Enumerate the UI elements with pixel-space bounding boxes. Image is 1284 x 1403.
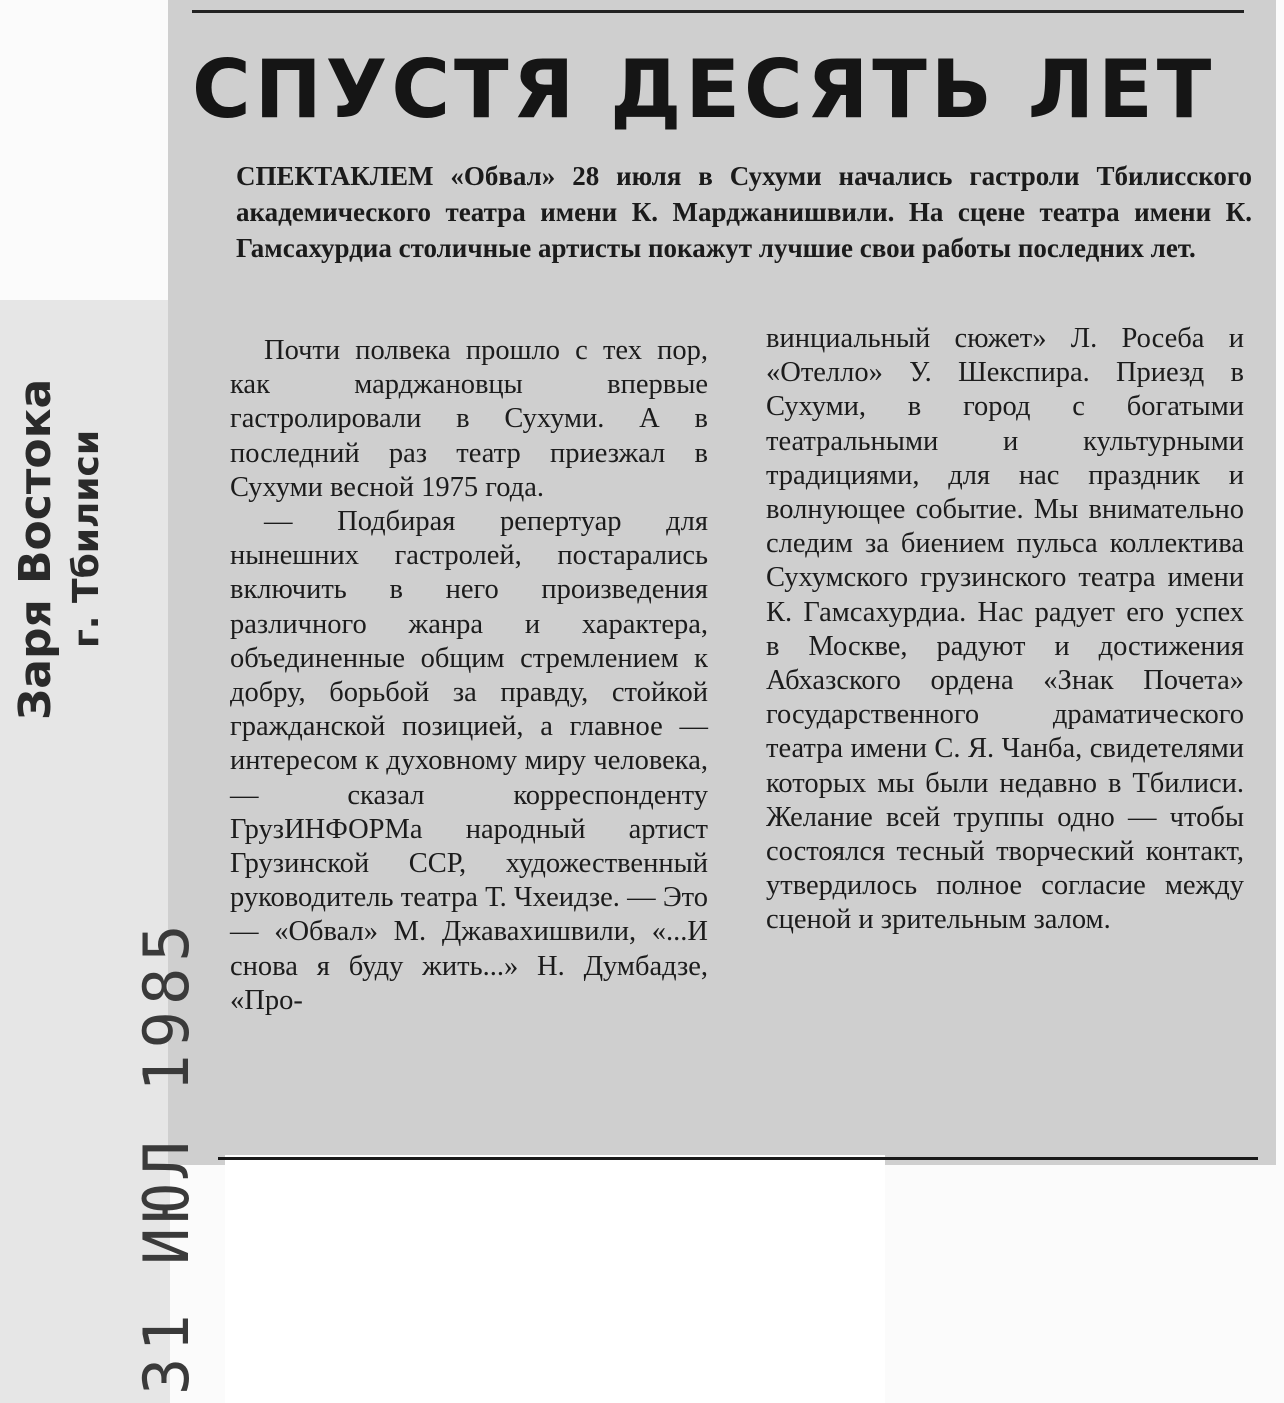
city-stamp: г. Тбилиси <box>66 429 107 648</box>
date-stamp: 31 ИЮЛ 1985 <box>130 918 203 1395</box>
body-column-right <box>766 322 1244 938</box>
bottom-rule <box>218 1157 1258 1160</box>
paragraph: — Подбирая репертуар для нынешних гастролей, постарались включить в него произведения различного жанра и характера, объединенные общим стремлением к добру, борьбой за правду, стойкой гражданской позицией, а главное — интересом к духовному миру человека, — сказал корреспонденту ГрузИНФОРМа народный артист Грузинской ССР, художественный руководитель театра Т. Чхеидзе. — Это — «Обвал» М. Джавахишвили, «...И снова я буду жить...» Н. Думбадзе, «Про- <box>230 506 708 1016</box>
article-headline: СПУСТЯ ДЕСЯТЬ ЛЕТ <box>192 43 1216 136</box>
top-rule <box>192 10 1244 13</box>
paragraph: Почти полвека прошло с тех пор, как марджановцы впервые гастролировали в Сухуми. А в последний раз театр приезжал в Сухуми весной 1975 года. <box>230 335 708 503</box>
body-column-left <box>230 334 708 1018</box>
newspaper-name-stamp: Заря Востока <box>10 378 61 720</box>
torn-edge <box>225 1155 885 1403</box>
paragraph: винциальный сюжет» Л. Росеба и «Отелло» У. Шекспира. Приезд в Сухуми, в город с богатыми театральными и культурными традициями, для нас праздник и волнующее событие. Мы внимательно следим за биением пульса коллектива Сухумского грузинского театра имени К. Гамсахурдиа. Нас радует его успех в Москве, радуют и достижения Абхазского ордена «Знак Почета» государственного драматического театра имени С. Я. Чанба, свидетелями которых мы были недавно в Тбилиси. Желание всей труппы одно — чтобы состоялся тесный творческий контакт, утвердилось полное согласие между сценой и зрительным залом. <box>766 323 1244 936</box>
article-lead: СПЕКТАКЛЕМ «Обвал» 28 июля в Сухуми начались гастроли Тбилисского академического театра имени К. Марджанишвили. На сцене театра имени К. Гамсахурдиа столичные артисты покажут лучшие свои работы последних лет. <box>236 161 1252 263</box>
